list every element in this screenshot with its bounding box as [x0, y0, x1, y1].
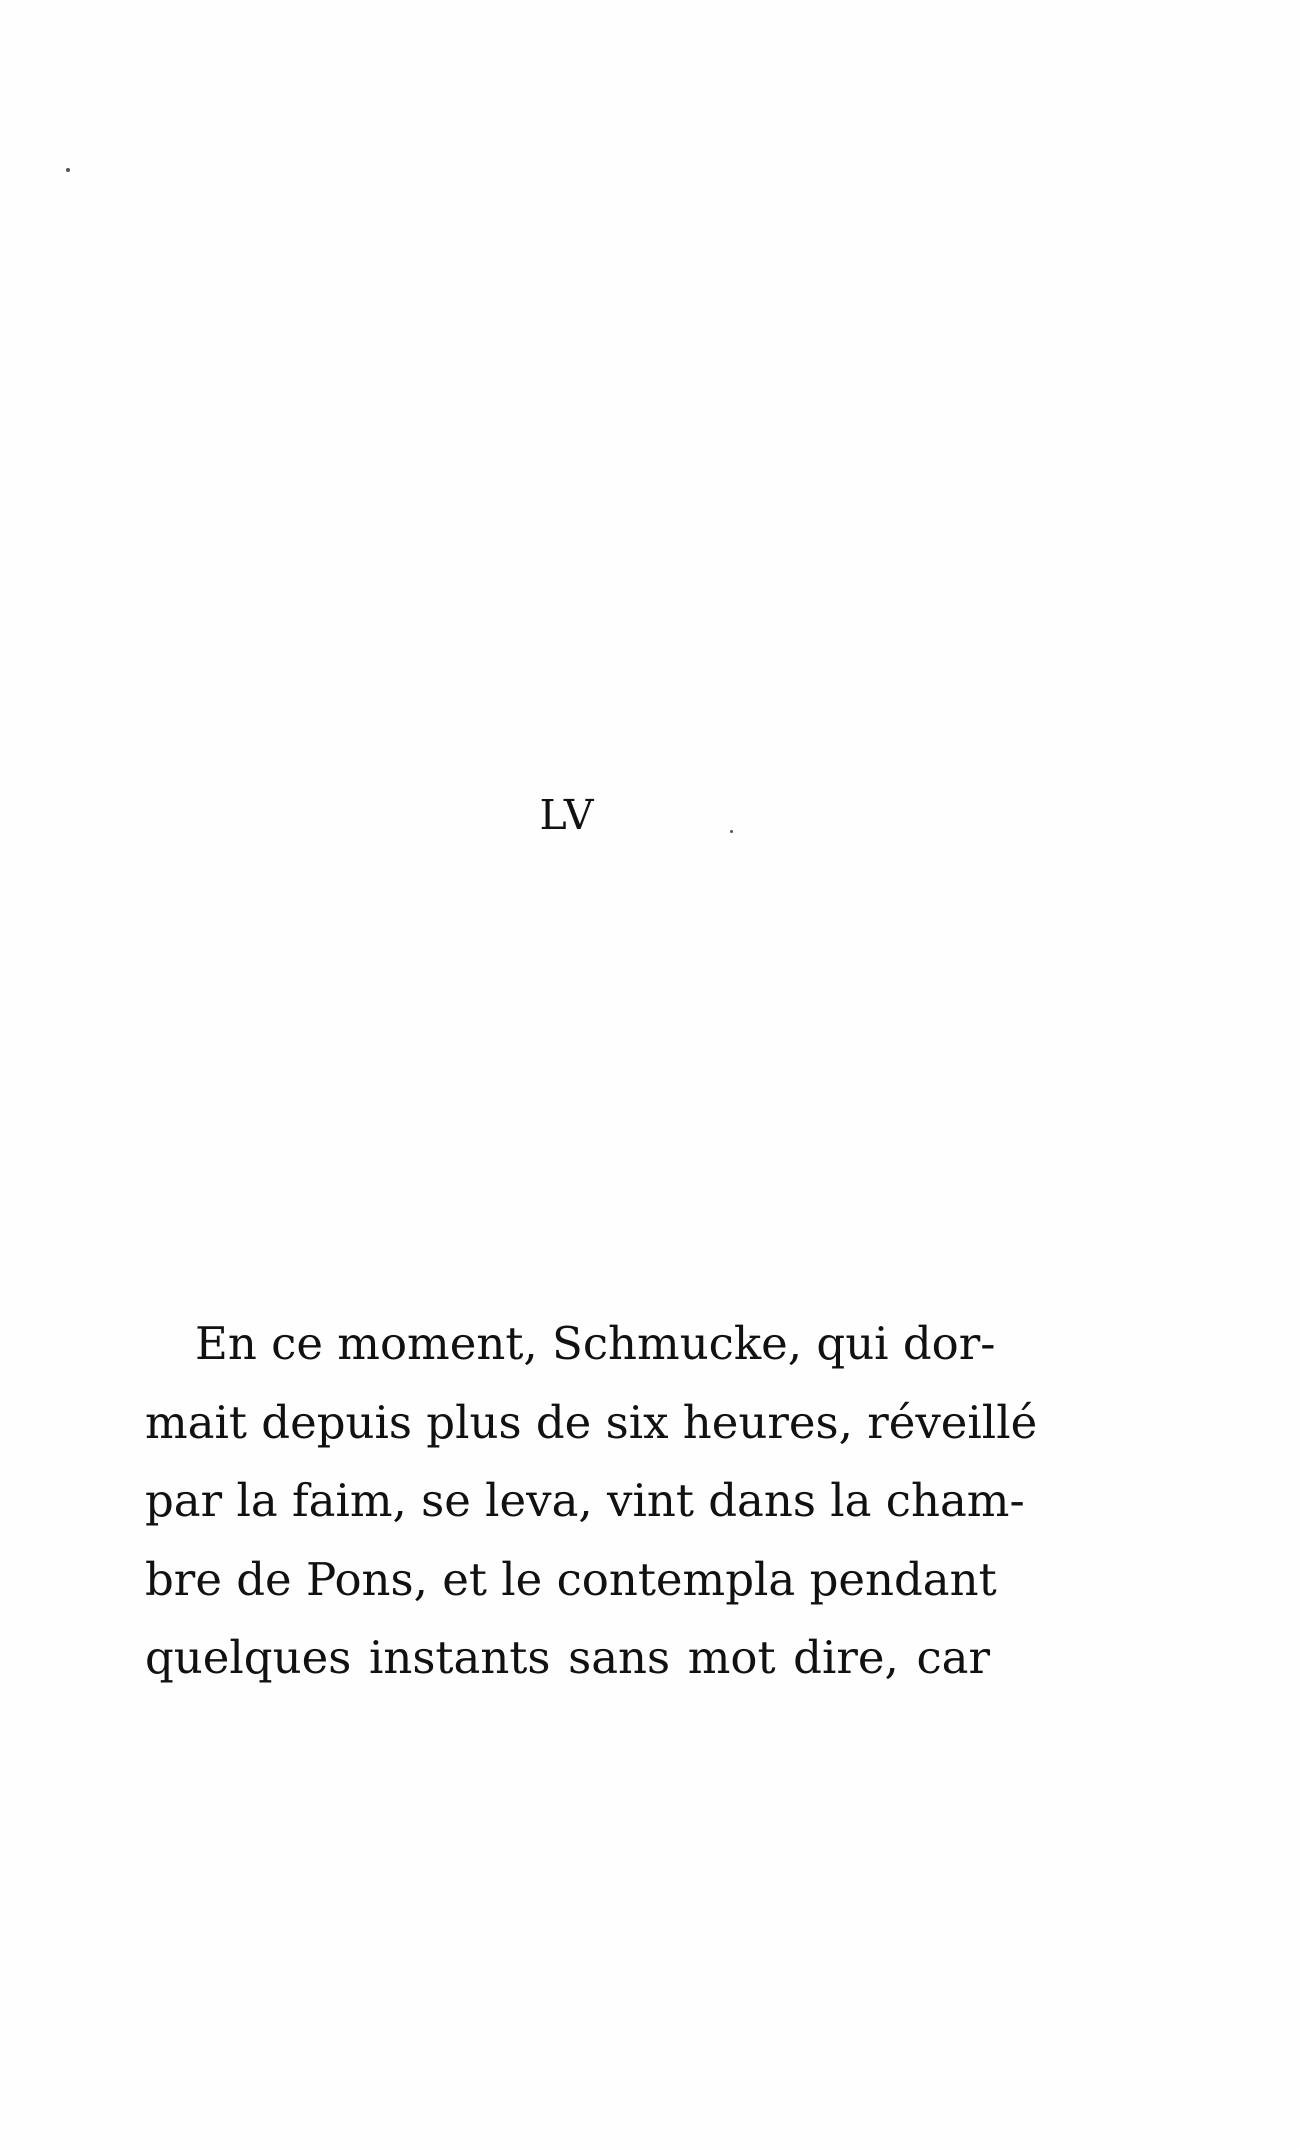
- body-paragraph: [145, 1305, 1038, 1698]
- text-line: En ce moment, Schmucke, qui dor-: [195, 1317, 996, 1370]
- text-line: par la faim, se leva, vint dans la cham-: [145, 1474, 1025, 1527]
- stray-mark: [66, 168, 70, 172]
- text-line: quelques instants sans mot dire, car: [145, 1631, 990, 1684]
- text-line: mait depuis plus de six heures, réveillé: [145, 1395, 1038, 1449]
- text-line: bre de Pons, et le contempla pendant: [145, 1552, 997, 1606]
- chapter-heading: LV: [539, 791, 596, 839]
